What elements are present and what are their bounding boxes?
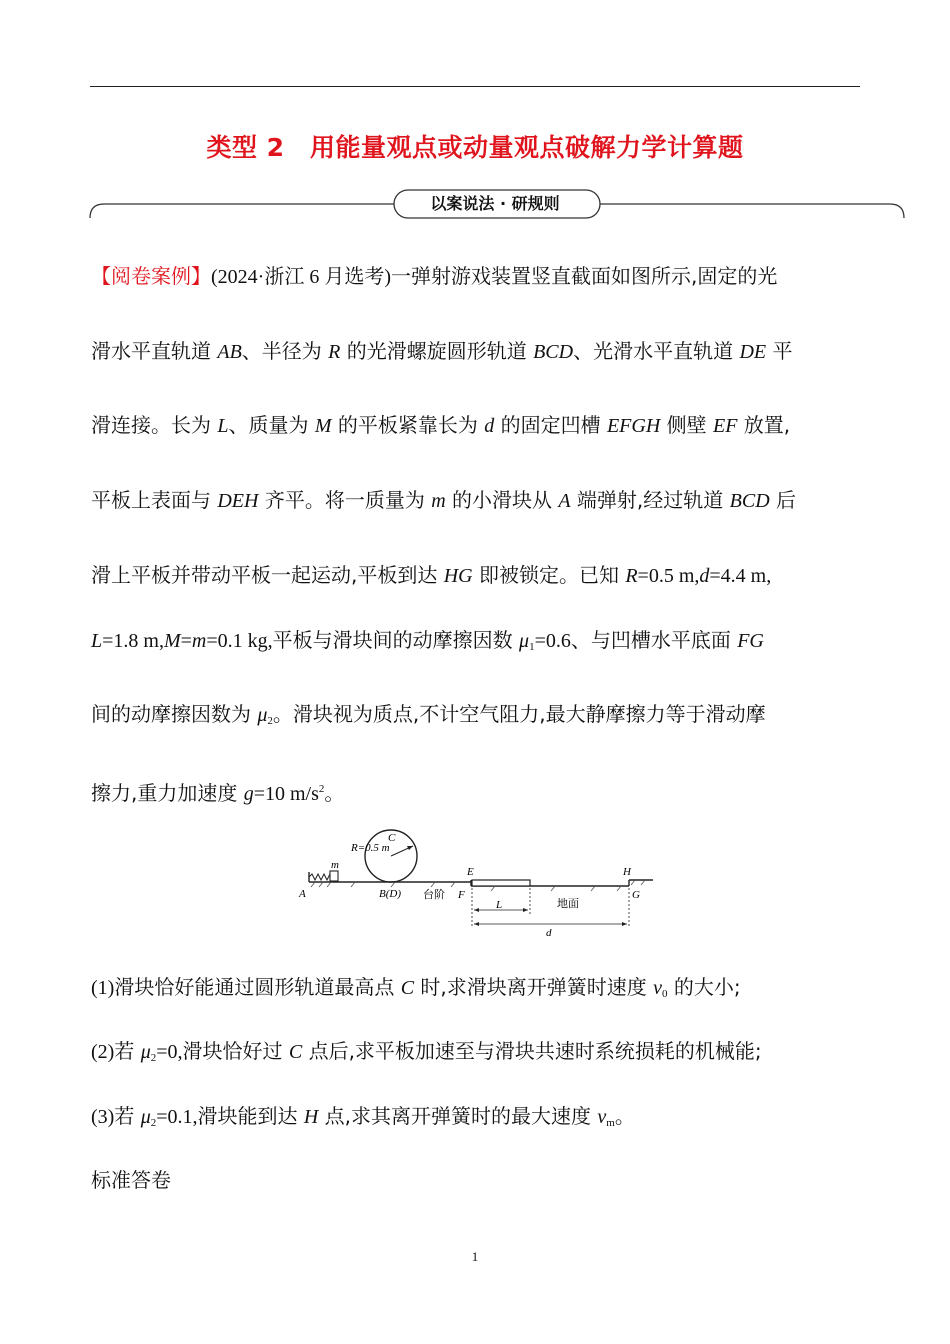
fig-label-d: d bbox=[546, 927, 552, 938]
slider-block bbox=[330, 871, 338, 881]
section-title: 类型 2 用能量观点或动量观点破解力学计算题 bbox=[206, 133, 744, 162]
fig-label-c: C bbox=[388, 832, 396, 844]
question-1: (1)滑块恰好能通过圆形轨道最高点 C 时,求滑块离开弹簧时速度 $v_0$ 的大小; bbox=[91, 975, 741, 1000]
fig-label-radius: R=0.5 m bbox=[351, 842, 390, 854]
case-tag: 【阅卷案例】 bbox=[91, 264, 211, 288]
problem-line-3: 滑连接。长为 L、质量为 M 的平板紧靠长为 d 的固定凹槽 EFGH 侧壁 EF 放置, bbox=[91, 413, 791, 437]
problem-line-1: 【阅卷案例】(2024·浙江 6 月选考)一弹射游戏装置竖直截面如图所示,固定的光 bbox=[91, 264, 778, 288]
fig-label-a: A bbox=[299, 888, 306, 900]
problem-line-7: 间的动摩擦因数为 $\mu_2$。滑块视为质点,不计空气阻力,最大静摩擦力等于滑动摩 bbox=[91, 702, 766, 727]
problem-line-6: L=1.8 m,M=m=0.1 kg,平板与滑块间的动摩擦因数 $\mu_1=0.6$、与凹槽水平底面 FG bbox=[91, 628, 764, 653]
fig-label-l: L bbox=[496, 899, 503, 911]
apparatus-diagram bbox=[295, 828, 660, 938]
fig-label-h: H bbox=[623, 866, 631, 878]
problem-line-8: 擦力,重力加速度 g=10 $m/s^2$。 bbox=[91, 781, 345, 805]
plank bbox=[472, 880, 530, 886]
fig-label-g: G bbox=[632, 889, 640, 901]
banner-label: 以案说法 · 研规则 bbox=[430, 194, 560, 213]
answer-heading: 标准答卷 bbox=[91, 1168, 171, 1192]
problem-line-4: 平板上表面与 DEH 齐平。将一质量为 m 的小滑块从 A 端弹射,经过轨道 BCD 后 bbox=[91, 488, 797, 512]
question-3: (3)若 $\mu_2=0.1$,滑块能到达 H 点,求其离开弹簧时的最大速度 $v_m$。 bbox=[91, 1104, 635, 1129]
fig-label-bd: B(D) bbox=[379, 888, 401, 900]
fig-label-m: m bbox=[331, 859, 339, 871]
fig-label-ground: 地面 bbox=[557, 897, 579, 910]
fig-label-e: E bbox=[467, 866, 474, 878]
fig-label-f: F bbox=[458, 889, 465, 901]
top-rule bbox=[90, 86, 860, 87]
question-2: (2)若 $\mu_2=0$,滑块恰好过 C 点后,求平板加速至与滑块共速时系统损耗的机械能; bbox=[91, 1039, 762, 1064]
fig-label-step: 台阶 bbox=[423, 888, 445, 901]
problem-line-2: 滑水平直轨道 AB、半径为 R 的光滑螺旋圆形轨道 BCD、光滑水平直轨道 DE 平 bbox=[91, 339, 793, 363]
page-number: 1 bbox=[471, 1249, 479, 1264]
case-source: (2024·浙江 6 月选考) bbox=[211, 266, 391, 288]
problem-line-5: 滑上平板并带动平板一起运动,平板到达 HG 即被锁定。已知 R=0.5 m,d=4.4 m, bbox=[91, 563, 772, 587]
